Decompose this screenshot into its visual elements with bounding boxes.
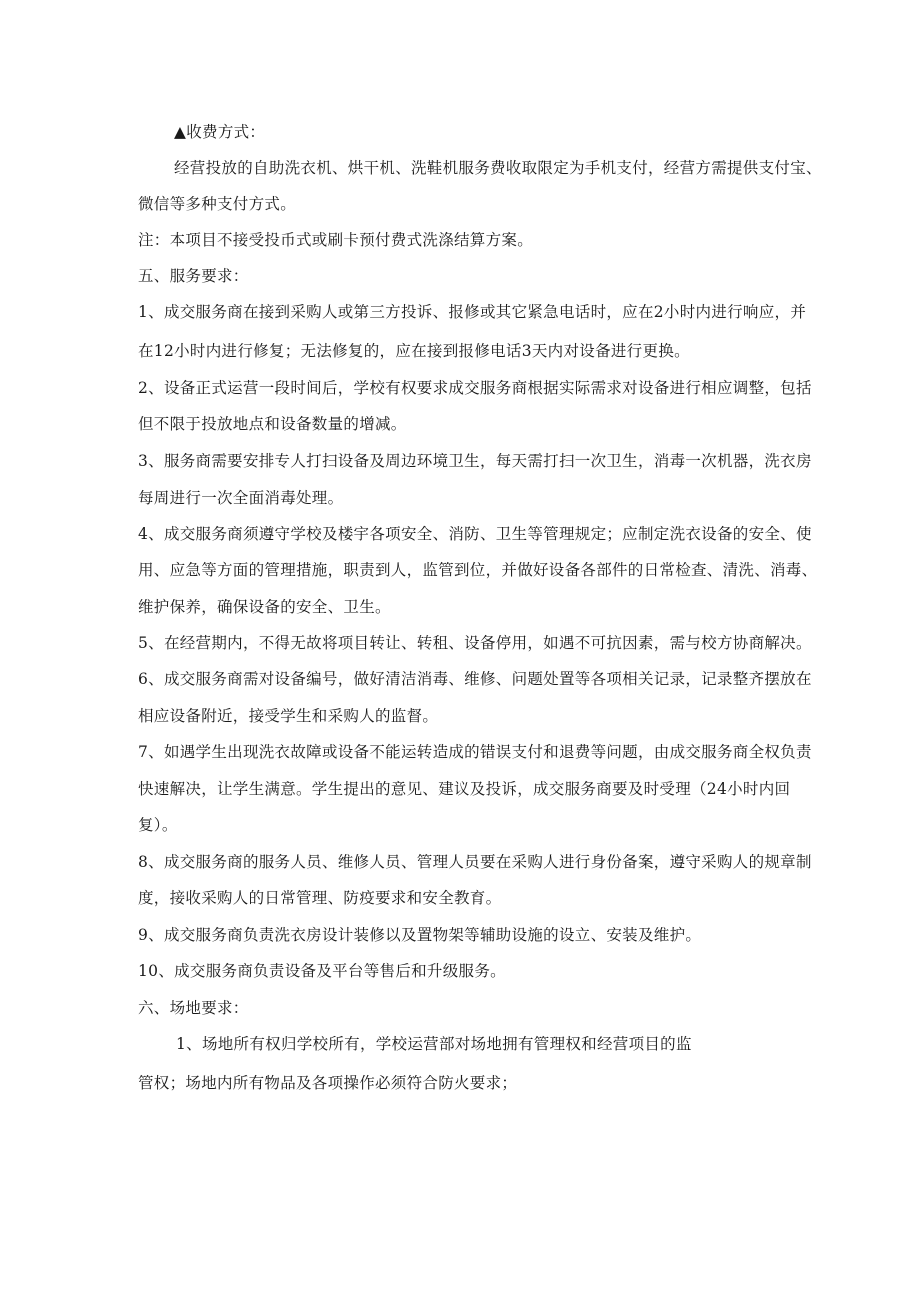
fee-method-note: 注：本项目不接受投币式或刷卡预付费式洗涤结算方案。: [138, 231, 534, 249]
service-item-1: 1、成交服务商在接到采购人或第三方投诉、报修或其它紧急电话时，应在2小时内进行响应，并: [138, 303, 807, 321]
service-item-10: 10、成交服务商负责设备及平台等售后和升级服务。: [138, 962, 506, 980]
service-item-8-cont: 度，接收采购人的日常管理、防疫要求和安全教育。: [138, 889, 502, 907]
service-item-3-cont: 每周进行一次全面消毒处理。: [138, 489, 344, 507]
service-item-4-cont: 维护保养，确保设备的安全、卫生。: [138, 598, 391, 616]
service-item-7-cont: 快速解决，让学生满意。学生提出的意见、建议及投诉，成交服务商要及时受理（24小时内回: [138, 780, 791, 798]
service-item-2-cont: 但不限于投放地点和设备数量的增减。: [138, 415, 407, 433]
site-requirements-heading: 六、场地要求：: [138, 999, 249, 1017]
service-item-1-cont: 在12小时内进行修复；无法修复的，应在接到报修电话3天内对设备进行更换。: [138, 342, 690, 360]
service-item-6: 6、成交服务商需对设备编号，做好清洁消毒、维修、问题处置等各项相关记录，记录整齐摆放在: [138, 670, 812, 688]
service-item-9: 9、成交服务商负责洗衣房设计装修以及置物架等辅助设施的设立、安装及维护。: [138, 926, 702, 944]
site-item-1-cont: 管权；场地内所有物品及各项操作必须符合防火要求；: [138, 1074, 518, 1092]
service-item-5: 5、在经营期内，不得无故将项目转让、转租、设备停用，如遇不可抗因素，需与校方协商解决。: [138, 634, 812, 652]
fee-method-heading: ▲收费方式：: [174, 123, 266, 141]
fee-method-paragraph-line: 微信等多种支付方式。: [138, 195, 297, 213]
service-item-8: 8、成交服务商的服务人员、维修人员、管理人员要在采购人进行身份备案，遵守采购人的规章制: [138, 853, 812, 871]
service-item-4-cont: 用、应急等方面的管理措施，职责到人，监管到位，并做好设备各部件的日常检查、清洗、消毒、: [138, 561, 818, 579]
fee-method-paragraph-line: 经营投放的自助洗衣机、烘干机、洗鞋机服务费收取限定为手机支付，经营方需提供支付宝、: [174, 159, 822, 177]
service-item-6-cont: 相应设备附近，接受学生和采购人的监督。: [138, 707, 439, 725]
service-item-3: 3、服务商需要安排专人打扫设备及周边环境卫生，每天需打扫一次卫生，消毒一次机器，洗衣房: [138, 452, 812, 470]
service-item-7-cont: 复）。: [138, 816, 178, 834]
service-item-2: 2、设备正式运营一段时间后，学校有权要求成交服务商根据实际需求对设备进行相应调整，包括: [138, 379, 812, 397]
service-item-7: 7、如遇学生出现洗衣故障或设备不能运转造成的错误支付和退费等问题，由成交服务商全权负责: [138, 743, 812, 761]
service-requirements-heading: 五、服务要求：: [138, 267, 249, 285]
site-item-1: 1、场地所有权归学校所有，学校运营部对场地拥有管理权和经营项目的监: [176, 1035, 692, 1053]
service-item-4: 4、成交服务商须遵守学校及楼宇各项安全、消防、卫生等管理规定；应制定洗衣设备的安全、使: [138, 525, 812, 543]
